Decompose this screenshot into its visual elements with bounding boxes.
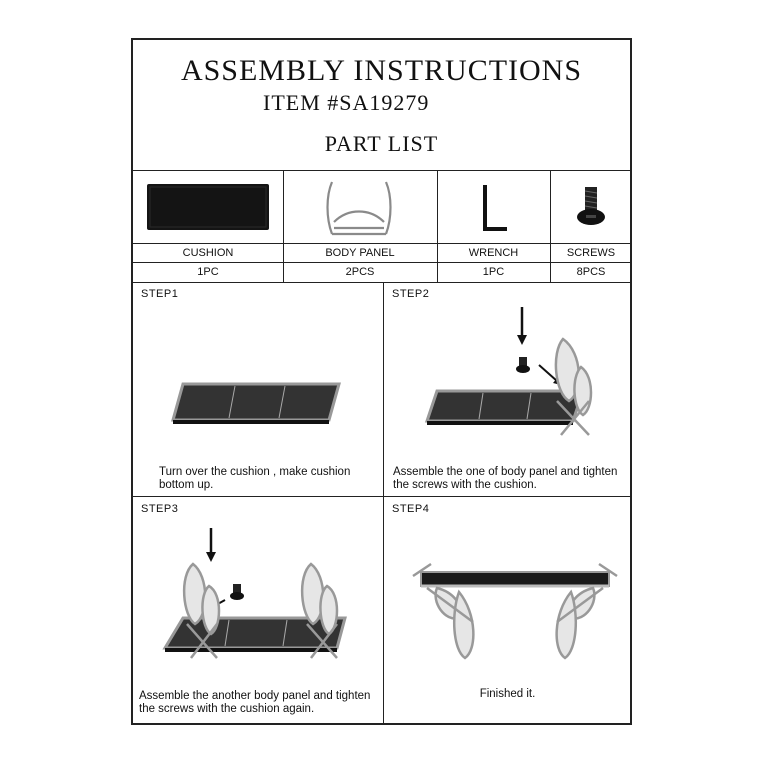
wrench-image	[473, 183, 513, 233]
step2-assembly-illustration	[423, 305, 603, 440]
step1-cushion-bottom-illustration	[171, 380, 341, 428]
step1-label: STEP1	[141, 288, 179, 300]
step3-assembly-illustration	[161, 524, 357, 660]
body-panel-image	[316, 178, 402, 240]
step3-label: STEP3	[141, 503, 179, 515]
step4-text: Finished it.	[479, 688, 536, 700]
step1-text: Turn over the cushion , make cushion bottom up.	[159, 466, 351, 491]
cushion-image	[146, 183, 270, 231]
screw-image	[573, 185, 609, 229]
parts-image-row-border	[133, 243, 630, 244]
part-qty-screws: 8PCS	[576, 266, 606, 278]
part-qty-cushion: 1PC	[197, 266, 219, 278]
step4-label: STEP4	[392, 503, 430, 515]
part-name-screws: SCREWS	[566, 247, 616, 259]
step3-text: Assemble the another body panel and tighten the screws with the cushion again.	[139, 690, 371, 715]
parts-name-row-border	[133, 262, 630, 263]
part-name-cushion: CUSHION	[182, 247, 234, 259]
step2-label: STEP2	[392, 288, 430, 300]
part-qty-wrench: 1PC	[482, 266, 505, 278]
part-name-body-panel: BODY PANEL	[325, 247, 395, 259]
document-title: ASSEMBLY INSTRUCTIONS	[180, 54, 583, 87]
step2-text: Assemble the one of body panel and tighten the screws with the cushion.	[393, 466, 618, 491]
parts-table-top-border	[133, 170, 630, 171]
instruction-sheet	[131, 38, 632, 725]
part-list-title: PART LIST	[324, 131, 439, 156]
parts-table-bottom-border	[133, 282, 630, 283]
part-name-wrench: WRENCH	[468, 247, 519, 259]
part-qty-body-panel: 2PCS	[345, 266, 375, 278]
item-number: ITEM #SA19279	[263, 90, 430, 115]
steps-col-divider	[383, 282, 384, 725]
steps-row-divider	[133, 496, 630, 497]
step4-finished-bench-illustration	[413, 562, 617, 664]
